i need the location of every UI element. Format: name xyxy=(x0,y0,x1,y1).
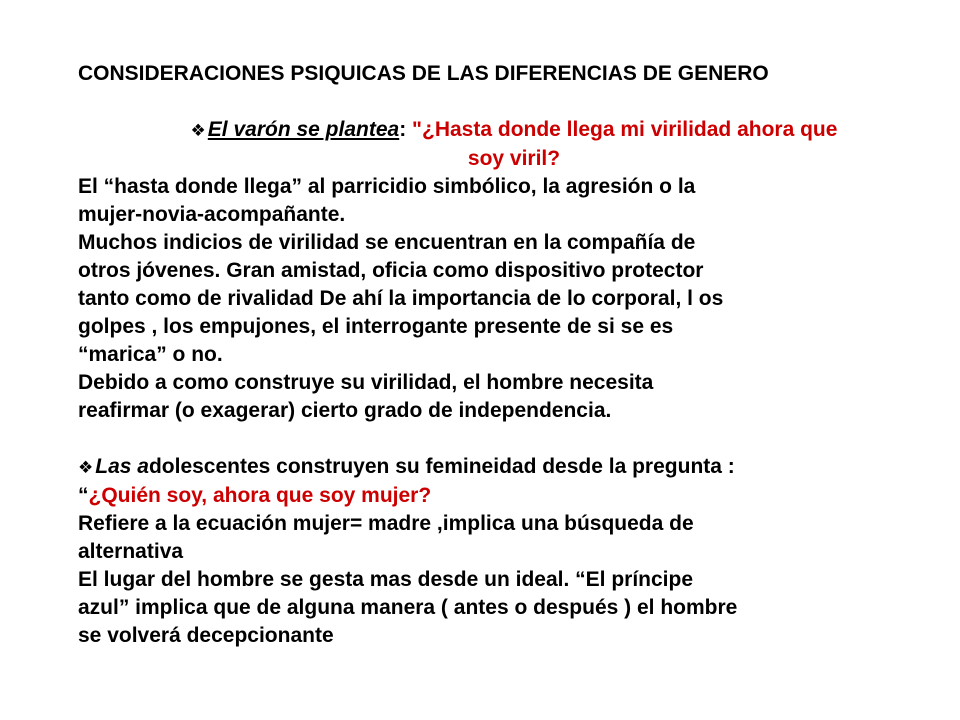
section1-line: “marica” o no. xyxy=(78,343,223,366)
diamond-bullet-icon: ❖ xyxy=(190,121,206,140)
section1-colon: : xyxy=(399,118,413,141)
section2-question xyxy=(78,482,950,510)
slide-body xyxy=(78,116,950,650)
section1-line: otros jóvenes. Gran amistad, oficia como dispositivo protector xyxy=(78,259,704,282)
section2-line: se volverá decepcionante xyxy=(78,624,334,647)
section1-heading-italic: El varón se plantea xyxy=(207,118,400,141)
section1-line: tanto como de rivalidad De ahí la importancia de lo corporal, l os xyxy=(78,287,724,310)
section2-question-open: “ xyxy=(78,484,89,507)
section1-heading xyxy=(78,116,950,145)
section1-line: El “hasta donde llega” al parricidio simbólico, la agresión o la xyxy=(78,175,696,198)
section2-line: El lugar del hombre se gesta mas desde un ideal. “El príncipe xyxy=(78,568,694,591)
diamond-bullet-icon: ❖ xyxy=(78,458,94,477)
section1-line: Debido a como construye su virilidad, el hombre necesita xyxy=(78,371,654,394)
section2-heading xyxy=(78,453,950,482)
section2-heading-italic: Las a xyxy=(95,455,149,478)
section2-line: alternativa xyxy=(78,540,184,563)
slide-title: CONSIDERACIONES PSIQUICAS DE LAS DIFERENCIAS DE GENERO xyxy=(78,62,769,85)
section2-line: azul” implica que de alguna manera ( antes o después ) el hombre xyxy=(78,596,738,619)
section1-line: Muchos indicios de virilidad se encuentran en la compañía de xyxy=(78,231,696,254)
section2-question-text: ¿Quién soy, ahora que soy mujer? xyxy=(88,484,432,507)
section1-line: golpes , los empujones, el interrogante presente de si se es xyxy=(78,315,674,338)
section1-question-line2: soy viril? xyxy=(467,147,561,170)
section1-line: mujer-novia-acompañante. xyxy=(78,203,346,226)
section2-line: Refiere a la ecuación mujer= madre ,implica una búsqueda de xyxy=(78,512,694,535)
section1-question-line1: "¿Hasta donde llega mi virilidad ahora que xyxy=(412,118,838,141)
section2-heading-rest: dolescentes construyen su femineidad desde la pregunta : xyxy=(148,455,735,478)
spacer xyxy=(78,425,950,453)
section1-line: reafirmar (o exagerar) cierto grado de independencia. xyxy=(78,399,612,422)
